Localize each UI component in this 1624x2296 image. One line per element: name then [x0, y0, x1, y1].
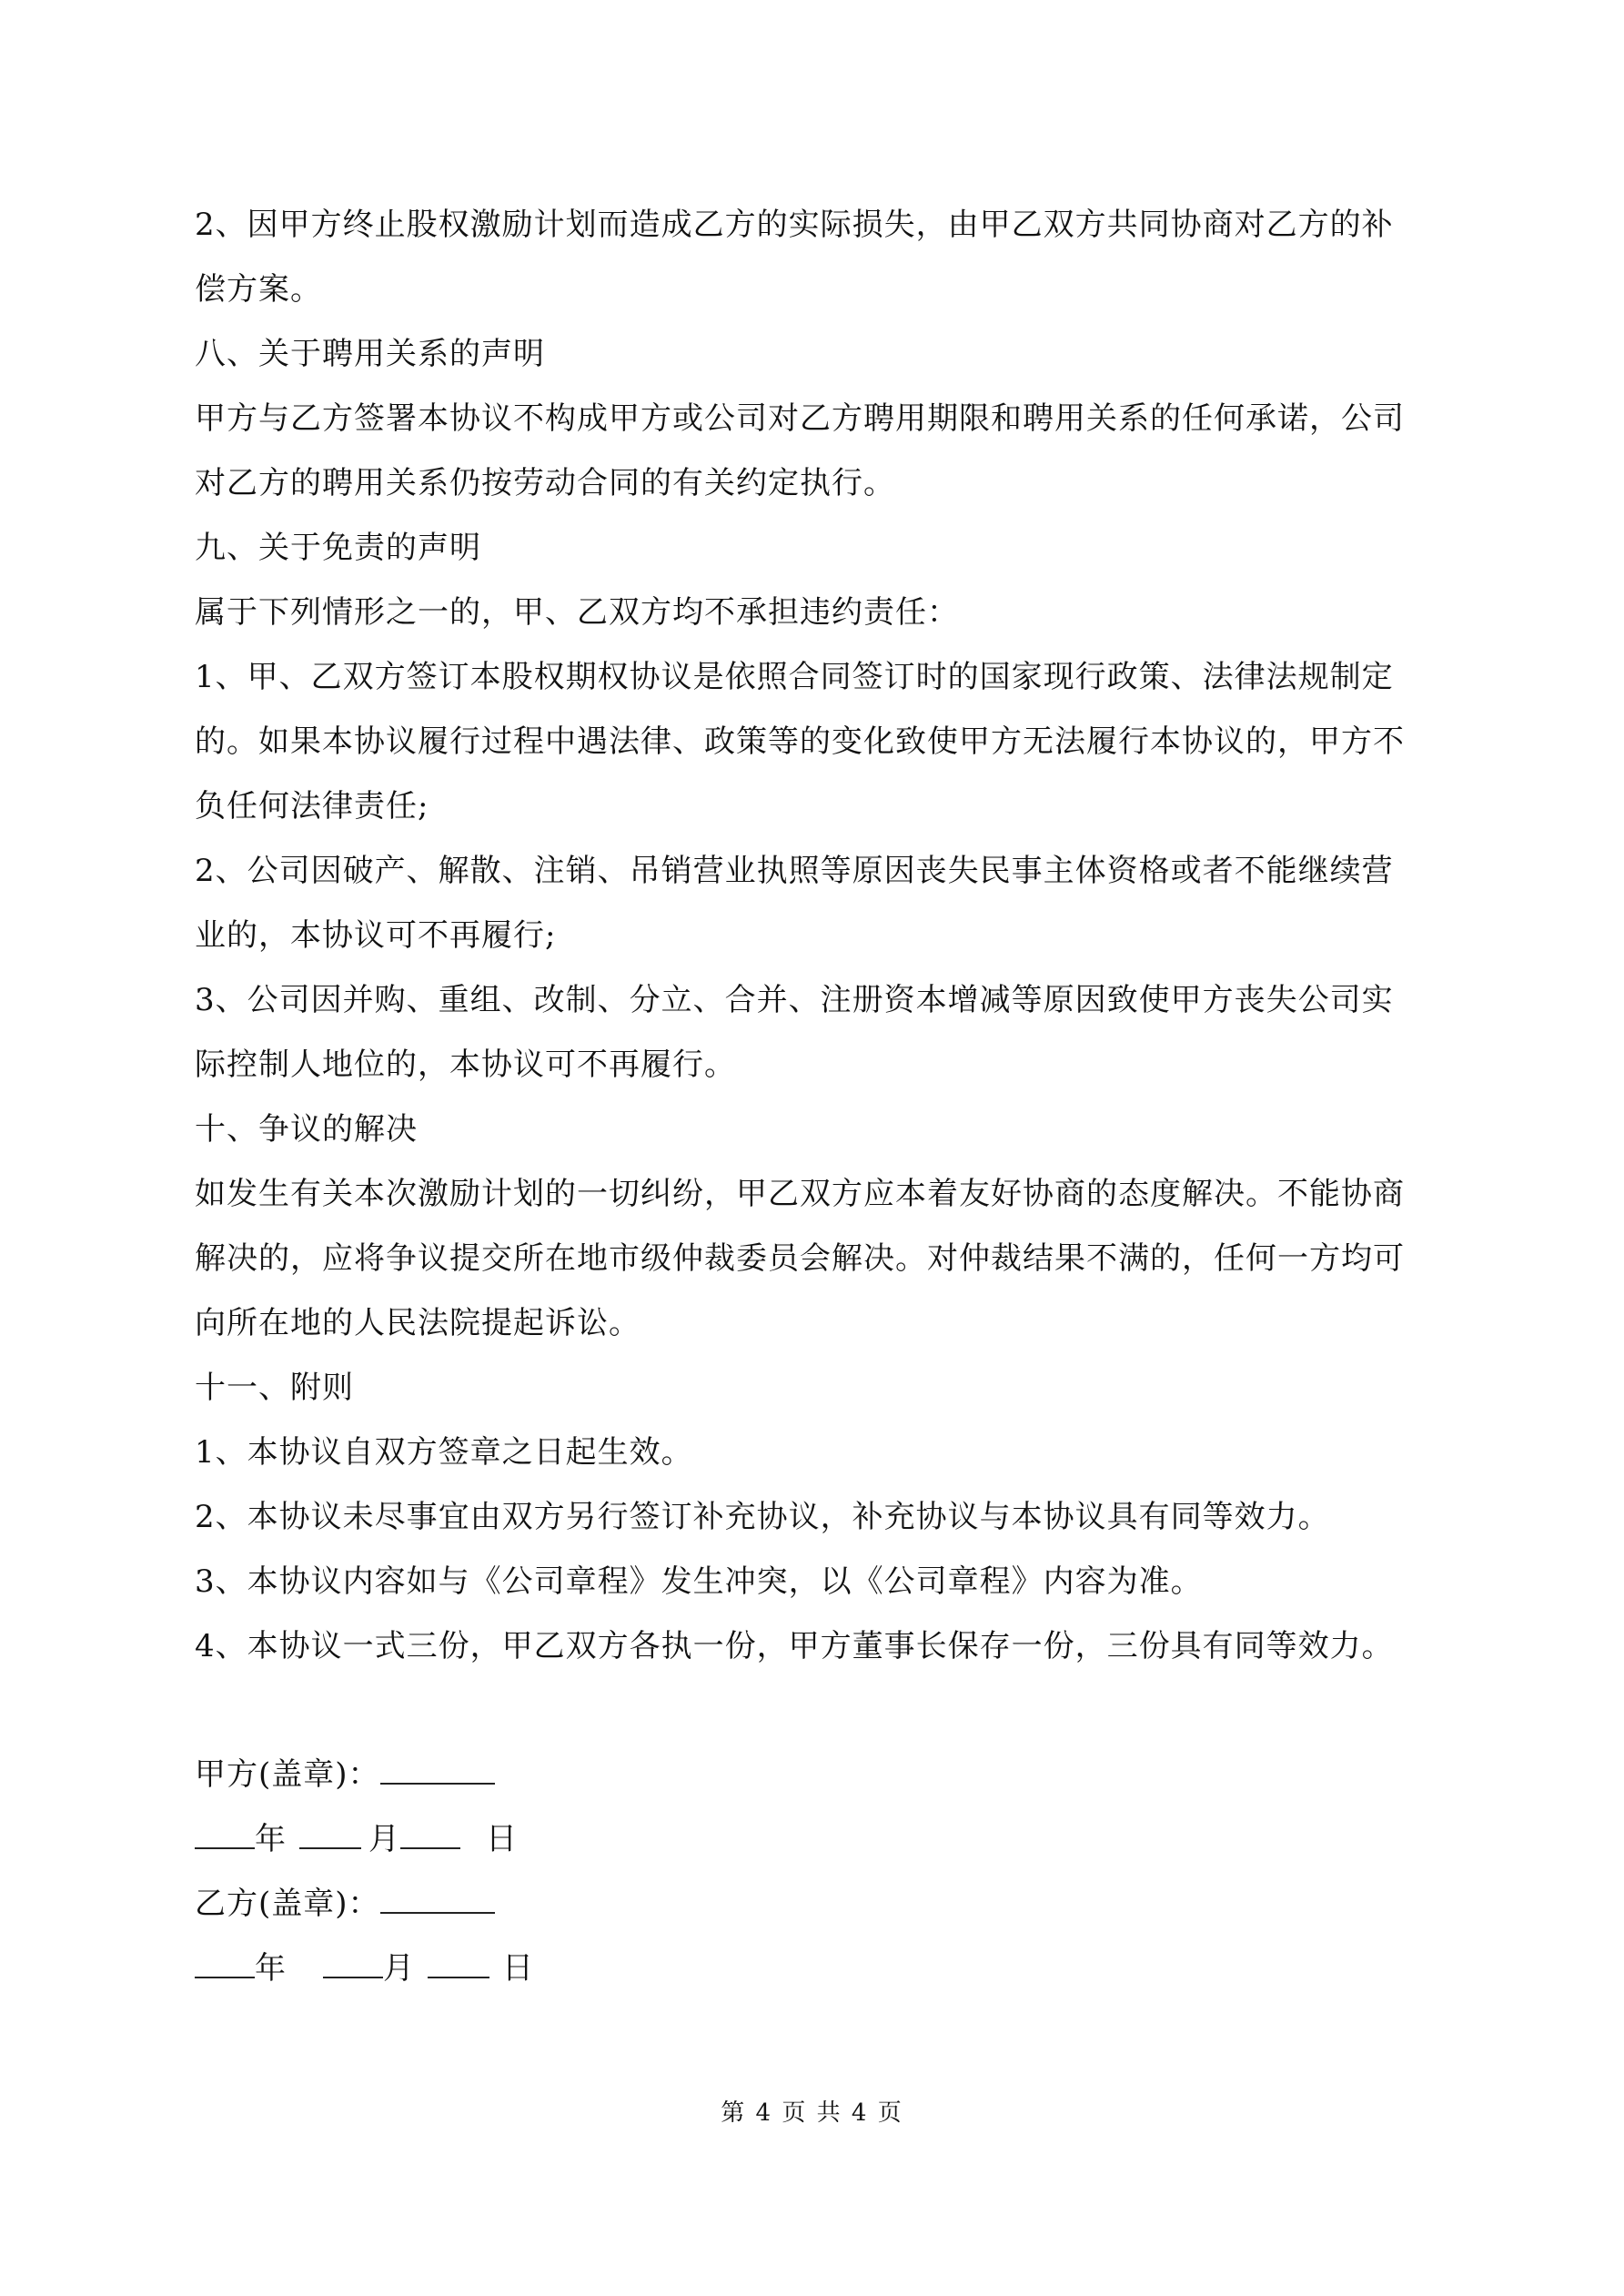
body-line: 如发生有关本次激励计划的一切纠纷，甲乙双方应本着友好协商的态度解决。不能协商: [195, 1176, 1405, 1212]
party-a-signature-line: [195, 1755, 495, 1793]
body-line: 际控制人地位的，本协议可不再履行。: [195, 1047, 736, 1083]
month-blank: [323, 1949, 383, 1978]
body-line: 甲方与乙方签署本协议不构成甲方或公司对乙方聘用期限和聘用关系的任何承诺，公司: [195, 400, 1405, 437]
party-b-signature-line: [195, 1885, 495, 1922]
day-label: 日: [486, 1821, 518, 1857]
year-label: 年: [255, 1950, 287, 1987]
body-line: 向所在地的人民法院提起诉讼。: [195, 1305, 641, 1341]
body-line: 负任何法律责任;: [195, 788, 429, 824]
day-blank: [400, 1820, 460, 1849]
year-blank: [195, 1949, 255, 1978]
body-line: 3、本协议内容如与《公司章程》发生冲突，以《公司章程》内容为准。: [195, 1563, 1203, 1600]
body-line: 业的，本协议可不再履行;: [195, 917, 557, 954]
section-heading: 十一、附则: [195, 1370, 354, 1406]
party-b-label: 乙方(盖章)：: [195, 1886, 380, 1922]
body-line: 2、公司因破产、解散、注销、吊销营业执照等原因丧失民事主体资格或者不能继续营: [195, 853, 1394, 889]
day-label: 日: [502, 1950, 534, 1987]
body-line: 解决的，应将争议提交所在地市级仲裁委员会解决。对仲裁结果不满的，任何一方均可: [195, 1240, 1405, 1277]
party-a-date-line: [195, 1820, 518, 1857]
body-line: 1、甲、乙双方签订本股权期权协议是依照合同签订时的国家现行政策、法律法规制定: [195, 659, 1394, 695]
section-heading: 九、关于免责的声明: [195, 530, 481, 566]
body-line: 2、本协议未尽事宜由双方另行签订补充协议，补充协议与本协议具有同等效力。: [195, 1499, 1330, 1535]
body-line: 4、本协议一式三份，甲乙双方各执一份，甲方董事长保存一份，三份具有同等效力。: [195, 1628, 1394, 1664]
section-heading: 八、关于聘用关系的声明: [195, 336, 545, 372]
month-label: 月: [368, 1821, 400, 1857]
year-label: 年: [255, 1821, 287, 1857]
body-line: 2、因甲方终止股权激励计划而造成乙方的实际损失，由甲乙双方共同协商对乙方的补: [195, 207, 1394, 243]
page-number-footer: 第 4 页 共 4 页: [721, 2099, 903, 2127]
party-a-label: 甲方(盖章)：: [195, 1756, 380, 1793]
section-heading: 十、争议的解决: [195, 1111, 418, 1148]
body-line: 属于下列情形之一的，甲、乙双方均不承担违约责任：: [195, 594, 959, 631]
month-blank: [299, 1820, 361, 1849]
party-b-date-line: [195, 1949, 534, 1987]
body-line: 对乙方的聘用关系仍按劳动合同的有关约定执行。: [195, 465, 895, 501]
month-label: 月: [383, 1950, 415, 1987]
year-blank: [195, 1820, 255, 1849]
day-blank: [428, 1949, 489, 1978]
body-line: 3、公司因并购、重组、改制、分立、合并、注册资本增减等原因致使甲方丧失公司实: [195, 982, 1394, 1018]
party-a-signature-blank: [380, 1755, 495, 1785]
body-line: 偿方案。: [195, 271, 322, 308]
body-line: 的。如果本协议履行过程中遇法律、政策等的变化致使甲方无法履行本协议的，甲方不: [195, 723, 1405, 760]
body-line: 1、本协议自双方签章之日起生效。: [195, 1434, 693, 1471]
party-b-signature-blank: [380, 1885, 495, 1914]
